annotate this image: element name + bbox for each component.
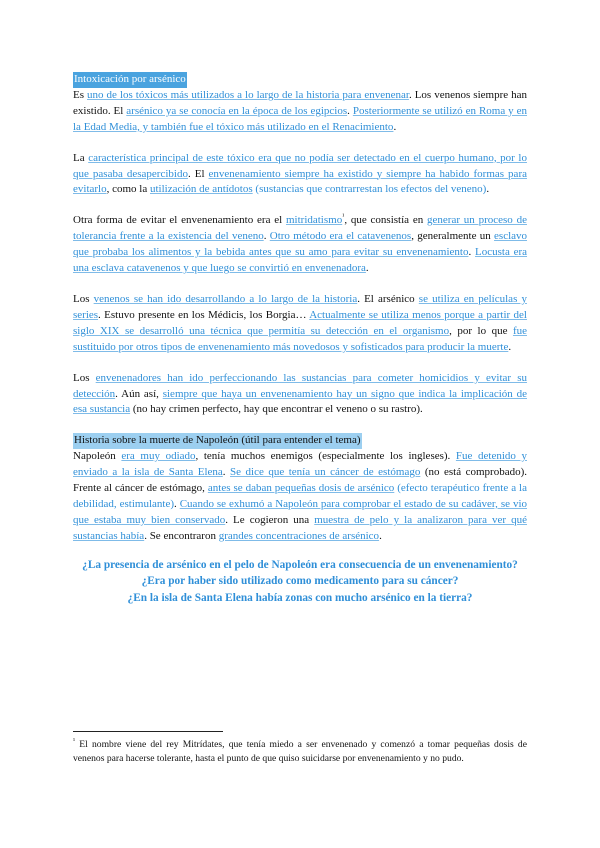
text: Los xyxy=(73,292,94,305)
inline-link[interactable]: fue sustituido por otros tipos de envenenamiento más novedosos y sofisticados para producir la muerte xyxy=(73,324,527,353)
inline-link[interactable]: se utiliza en películas y series xyxy=(73,292,527,321)
inline-link[interactable]: muestra de pelo y la analizaron para ver qué sustancias había xyxy=(73,513,528,542)
inline-link[interactable]: Posteriormente se utilizó en Roma y en la Edad Media, y también fue el tóxico más utilizado en el Renacimiento xyxy=(73,104,528,133)
text: . xyxy=(174,497,180,510)
inline-link[interactable]: antes se daban pequeñas dosis de arsénico xyxy=(207,482,395,495)
text: (no hay crimen perfecto, hay que encontrar el veneno o su rastro). xyxy=(130,403,423,416)
footnote-divider xyxy=(73,731,223,732)
text: . El arsénico xyxy=(357,292,419,305)
text: . xyxy=(222,466,231,479)
inline-link[interactable]: envenenamiento siempre ha existido y siempre ha habido formas para evitarlo xyxy=(73,167,527,196)
inline-link[interactable]: Fue detenido y enviado a la isla de Santa Elena xyxy=(73,450,527,479)
text: . xyxy=(486,183,490,196)
inline-link[interactable]: siempre que haya un envenenamiento hay un signo que indica la implicación de esa sustancia xyxy=(73,387,527,416)
inline-link[interactable]: Se dice que tenía un cáncer de estómago xyxy=(230,466,421,479)
question-line: ¿En la isla de Santa Elena había zonas con mucho arsénico en la tierra? xyxy=(127,591,473,604)
inline-link[interactable]: venenos se han ido desarrollando a lo largo de la historia xyxy=(93,292,358,305)
text: . Se encontraron xyxy=(144,529,219,542)
inline-link[interactable]: utilización de antídotos xyxy=(150,183,253,196)
text: Los xyxy=(73,371,96,384)
questions-block xyxy=(73,557,527,607)
inline-link[interactable]: grandes concentraciones de arsénico xyxy=(218,529,380,542)
text: . Los venenos siempre han existido. El xyxy=(73,88,528,117)
question-line: ¿La presencia de arsénico en el pelo de Napoleón era consecuencia de un envenenamiento? ¿Era por haber sido utilizado como medicamento para su cáncer? xyxy=(82,558,518,588)
footnote-mark: ¹ xyxy=(73,736,76,745)
paragraph xyxy=(73,151,527,199)
inline-link[interactable]: Actualmente se utiliza menos porque a partir del siglo XIX se desarrolló una técnica que permitía su detección en el organismo xyxy=(73,308,527,337)
text: , por lo que xyxy=(449,324,513,337)
document-body xyxy=(73,72,527,606)
text: Otra forma de evitar el envenenamiento era el xyxy=(73,214,286,227)
inline-link[interactable]: Locusta era una esclava catavenenos y que luego se convirtió en envenenadora xyxy=(73,246,528,275)
inline-link[interactable]: arsénico ya se conocía en la época de los egipcios xyxy=(126,104,348,117)
text: . xyxy=(468,246,475,259)
text: . xyxy=(347,104,353,117)
inline-link[interactable]: Cuando se exhumó a Napoleón para comprobar el estado de su cadáver, se vio que estaba muy bien conservado xyxy=(73,497,528,526)
paragraph xyxy=(73,371,527,419)
highlighted-text: (sustancias que contrarrestan los efectos del veneno) xyxy=(252,183,487,196)
inline-link[interactable]: uno de los tóxicos más utilizados a lo largo de la historia para envenenar xyxy=(87,88,409,101)
paragraph xyxy=(73,88,527,136)
inline-link[interactable]: mitridatismo xyxy=(285,214,343,227)
inline-link[interactable]: envenenadores han ido perfeccionando las sustancias para cometer homicidios y evitar su detección xyxy=(73,371,528,400)
text: (no está comprobado). Frente al cáncer de estómago, xyxy=(73,466,528,495)
footnote-text: El nombre viene del rey Mitrídates, que tenía miedo a ser envenenado y comenzó a tomar pequeñas dosis de venenos para hacerse tolerante, hasta el punto de que quiso suicidarse por envenenamiento y no pudo. xyxy=(73,739,527,764)
paragraph xyxy=(73,213,527,277)
text: . xyxy=(263,230,270,243)
text: La xyxy=(73,151,89,164)
text: . Estuvo presente en los Médicis, los Borgia… xyxy=(98,308,310,321)
paragraph xyxy=(73,292,527,356)
footnote-ref[interactable]: ¹ xyxy=(342,212,345,221)
text: . xyxy=(365,262,369,275)
section-title-arsenic: Intoxicación por arsénico xyxy=(73,72,187,88)
inline-link[interactable]: Otro método era el catavenenos xyxy=(269,230,412,243)
text: . xyxy=(508,340,512,353)
text: Napoleón xyxy=(73,450,122,463)
footnote xyxy=(73,738,527,766)
inline-link[interactable]: generar un proceso de tolerancia frente a la existencia del veneno xyxy=(73,214,527,243)
paragraph xyxy=(73,449,527,544)
text: , como la xyxy=(106,183,150,196)
text: . Aún así, xyxy=(115,387,163,400)
inline-link[interactable]: era muy odiado xyxy=(121,450,196,463)
text: . xyxy=(393,120,397,133)
text: . El xyxy=(187,167,209,180)
text: . Le cogieron una xyxy=(225,513,315,526)
inline-link[interactable]: esclavo que probaba los alimentos y la bebida antes que su amo para evitar su envenenamiento xyxy=(73,230,528,259)
inline-link[interactable]: característica principal de este tóxico era que no podía ser detectado en el cuerpo humano, por lo que pasaba desapercibido xyxy=(73,151,527,180)
text: Es xyxy=(73,88,88,101)
highlighted-text: (efecto terapéutico frente a la debilidad, estimulante) xyxy=(73,482,527,510)
section-title-napoleon: Historia sobre la muerte de Napoleón (útil para entender el tema) xyxy=(73,433,362,449)
text: , generalmente un xyxy=(411,230,495,243)
text: , que consistía en xyxy=(344,214,428,227)
text: , tenía muchos enemigos (especialmente los ingleses). xyxy=(195,450,456,463)
text: . xyxy=(379,529,382,542)
